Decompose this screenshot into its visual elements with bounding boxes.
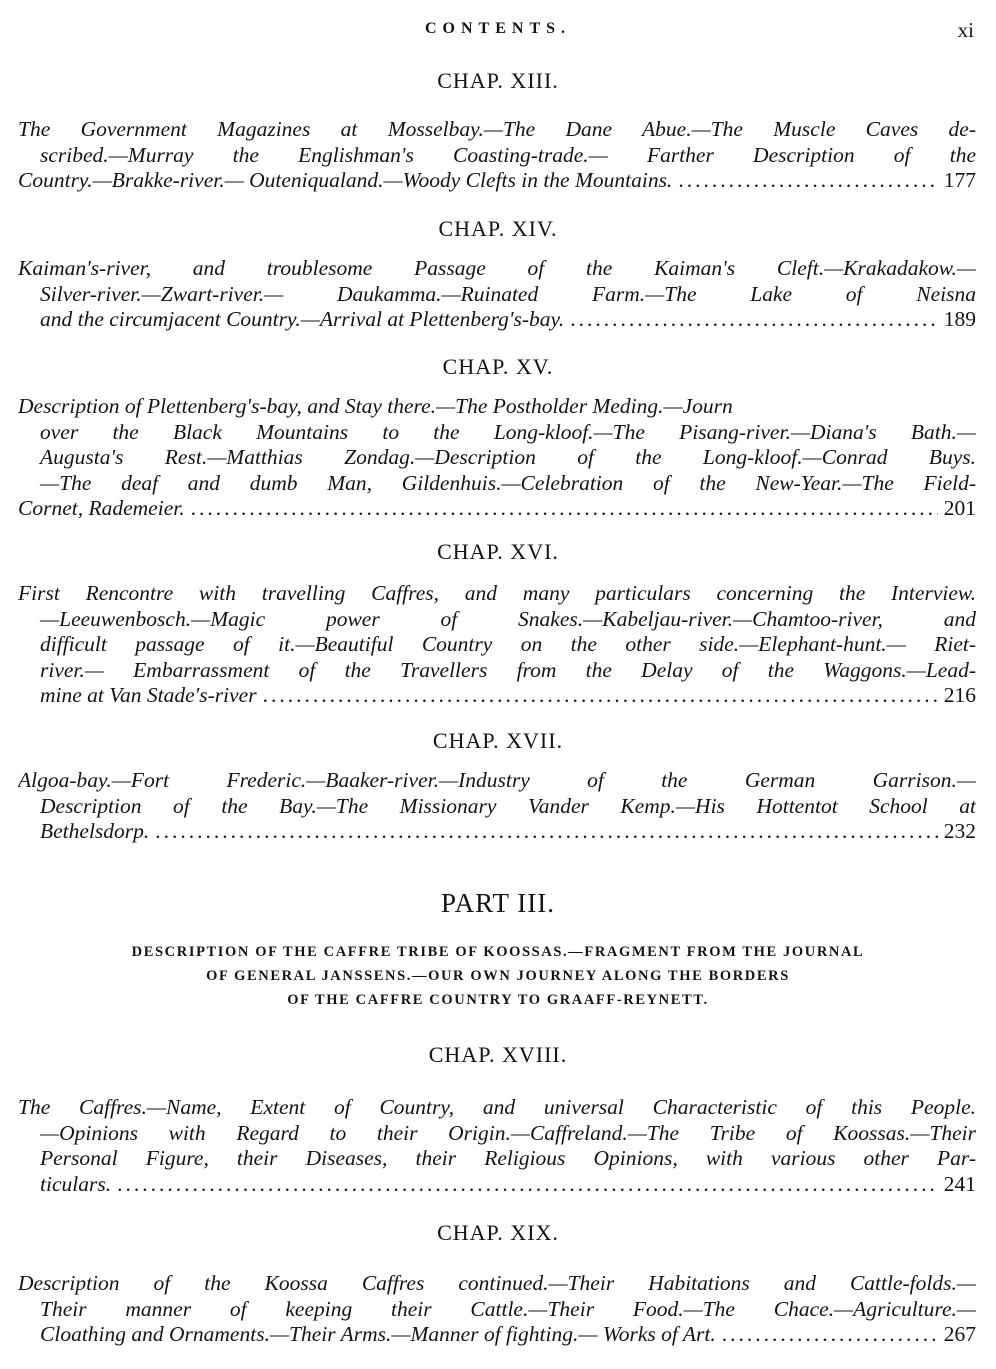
- dot-leader: [570, 307, 937, 333]
- chapter-heading-xiii: CHAP. XIII.: [437, 68, 559, 93]
- summary-line: river.— Embarrassment of the Travellers from the Delay of the Waggons.—Lead-: [40, 657, 976, 682]
- chapter-summary-xviii: [18, 1095, 976, 1197]
- summary-line: Country.—Brakke-river.— Outeniqualand.—Woody Clefts in the Mountains.: [18, 168, 673, 192]
- chapter-summary-xvi: [18, 581, 976, 709]
- chapter-summary-xiv: [18, 256, 976, 333]
- summary-line: —Leeuwenbosch.—Magic power of Snakes.—Kabeljau-river.—Chamtoo-river, and: [40, 606, 976, 631]
- summary-line: scribed.—Murray the Englishman's Coasting-trade.— Farther Description of the: [40, 142, 976, 167]
- part-heading: PART III.: [441, 888, 555, 918]
- summary-leader-line: [18, 496, 976, 522]
- summary-line: ticulars.: [40, 1171, 112, 1196]
- chapter-page-number: 267: [943, 1322, 976, 1346]
- chapter-heading-xix: CHAP. XIX.: [437, 1220, 559, 1245]
- summary-leader-line: [18, 168, 976, 194]
- summary-leader-line: [18, 819, 976, 845]
- summary-leader-line: [18, 1172, 976, 1198]
- dot-leader: [722, 1322, 938, 1348]
- page-number: xi: [957, 18, 974, 42]
- chapter-heading-xvii: CHAP. XVII.: [432, 728, 564, 753]
- dot-leader: [263, 683, 938, 709]
- part-description-line: DESCRIPTION OF THE CAFFRE TRIBE OF KOOSSAS.—FRAGMENT FROM THE JOURNAL: [131, 944, 865, 960]
- summary-line: Augusta's Rest.—Matthias Zondag.—Description of the Long-kloof.—Conrad Buys.: [40, 445, 976, 469]
- summary-line: Description of the Bay.—The Missionary Vander Kemp.—His Hottentot School at: [40, 793, 976, 818]
- summary-line: —Opinions with Regard to their Origin.—Caffreland.—The Tribe of Koossas.—Their: [40, 1120, 976, 1145]
- chapter-page-number: 232: [943, 819, 976, 843]
- summary-line: Cloathing and Ornaments.—Their Arms.—Manner of fighting.— Works of Art.: [40, 1322, 716, 1346]
- summary-line: —The deaf and dumb Man, Gildenhuis.—Celebration of the New-Year.—The Field-: [40, 470, 976, 495]
- part-description-line: OF GENERAL JANSSENS.—OUR OWN JOURNEY ALONG THE BORDERS: [206, 968, 790, 984]
- summary-line: and the circumjacent Country.—Arrival at Plettenberg's-bay.: [40, 307, 565, 331]
- chapter-page-number: 216: [943, 683, 976, 707]
- summary-line: Silver-river.—Zwart-river.— Daukamma.—Ruinated Farm.—The Lake of Neisna: [40, 281, 976, 306]
- summary-line: mine at Van Stade's-river: [40, 683, 257, 707]
- dot-leader: [117, 1172, 938, 1198]
- chapter-heading-xvi: CHAP. XVI.: [437, 539, 559, 564]
- summary-leader-line: [18, 307, 976, 333]
- summary-line: Description of the Koossa Caffres continued.—Their Habitations and Cattle-folds.—: [18, 1271, 976, 1295]
- summary-line: Personal Figure, their Diseases, their Religious Opinions, with various other Par-: [40, 1146, 976, 1170]
- chapter-summary-xix: [18, 1271, 976, 1348]
- summary-line: Cornet, Rademeier.: [18, 496, 185, 520]
- summary-line: Bethelsdorp.: [40, 819, 150, 843]
- chapter-heading-xv: CHAP. XV.: [442, 354, 554, 379]
- summary-line: Kaiman's-river, and troublesome Passage of the Kaiman's Cleft.—Krakadakow.—: [18, 256, 976, 280]
- summary-line: Description of Plettenberg's-bay, and Stay there.—The Postholder Meding.—Journ: [18, 394, 733, 418]
- summary-line: The Caffres.—Name, Extent of Country, and universal Characteristic of this People.: [18, 1095, 976, 1119]
- chapter-heading-xviii: CHAP. XVIII.: [428, 1042, 568, 1067]
- summary-line: Algoa-bay.—Fort Frederic.—Baaker-river.—Industry of the German Garrison.—: [18, 768, 976, 792]
- summary-leader-line: [18, 683, 976, 709]
- chapter-page-number: 189: [943, 307, 976, 331]
- summary-line: First Rencontre with travelling Caffres, and many particulars concerning the Interview.: [18, 581, 976, 605]
- summary-line: Their manner of keeping their Cattle.—Their Food.—The Chace.—Agriculture.—: [40, 1296, 976, 1321]
- running-title: CONTENTS.: [424, 20, 572, 37]
- dot-leader: [155, 819, 937, 845]
- chapter-summary-xiii: [18, 117, 976, 194]
- summary-line: difficult passage of it.—Beautiful Country on the other side.—Elephant-hunt.— Riet-: [40, 632, 976, 656]
- chapter-page-number: 177: [943, 168, 976, 192]
- summary-line: The Government Magazines at Mosselbay.—The Dane Abue.—The Muscle Caves de-: [18, 117, 976, 141]
- dot-leader: [678, 168, 937, 194]
- summary-leader-line: [18, 1322, 976, 1348]
- chapter-page-number: 201: [943, 496, 976, 520]
- chapter-summary-xv: [18, 394, 976, 522]
- dot-leader: [191, 496, 938, 522]
- chapter-summary-xvii: [18, 768, 976, 845]
- chapter-page-number: 241: [943, 1171, 976, 1196]
- part-description: [0, 940, 996, 1012]
- chapter-heading-xiv: CHAP. XIV.: [438, 216, 558, 241]
- part-description-line: OF THE CAFFRE COUNTRY TO GRAAFF-REYNETT.: [287, 992, 709, 1008]
- summary-line: over the Black Mountains to the Long-kloof.—The Pisang-river.—Diana's Bath.—: [40, 419, 976, 444]
- running-head: [0, 18, 996, 48]
